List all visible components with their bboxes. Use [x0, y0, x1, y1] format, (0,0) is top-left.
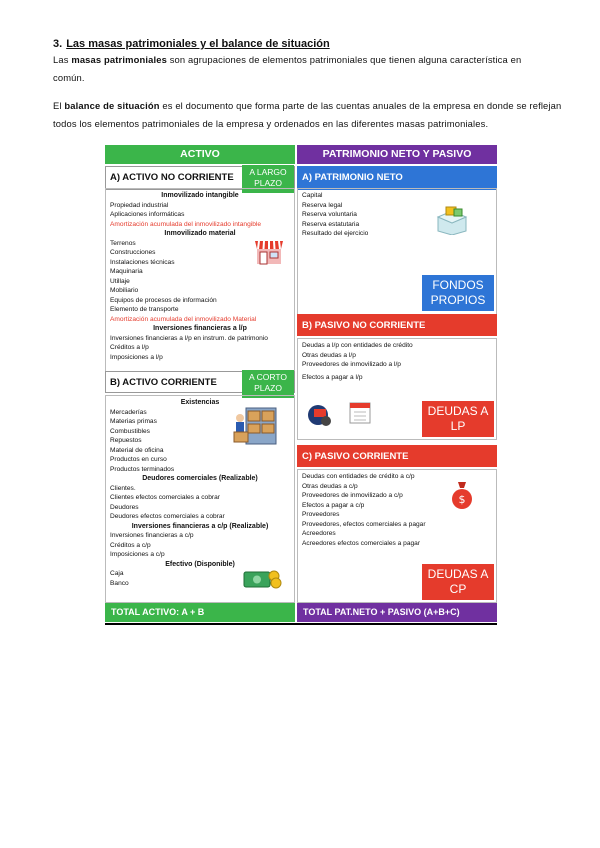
shop-icon	[254, 239, 284, 265]
list-item: Acreedores efectos comerciales a pagar	[302, 539, 421, 547]
ac-title-text: B) ACTIVO CORRIENTE	[110, 377, 217, 388]
para2-pre: El	[53, 100, 65, 111]
section-heading	[53, 38, 330, 50]
activo-no-corriente-box	[105, 188, 295, 372]
list-item: Mobiliario	[110, 287, 139, 294]
total-pasivo: TOTAL PAT.NETO + PASIVO (A+B+C)	[297, 603, 497, 622]
activo-header: ACTIVO	[105, 145, 295, 164]
list-item: Efectos a pagar a c/p	[302, 501, 365, 509]
list-item: Otras deudas a c/p	[302, 482, 358, 490]
list-item: Equipos de procesos de información	[110, 296, 217, 304]
list-item: Amortización acumulada del inmovilizado Material	[110, 315, 257, 323]
para1-strong: masas patrimoniales	[71, 54, 167, 65]
list-item: Construcciones	[110, 249, 156, 256]
list-item: Repuestos	[110, 437, 142, 444]
list-item: Mercaderías	[110, 408, 147, 416]
pasivo-header: PATRIMONIO NETO Y PASIVO	[297, 145, 497, 164]
para1-pre: Las	[53, 54, 72, 65]
group-title: Inmovilizado intangible	[161, 192, 239, 199]
group-title: Existencias	[180, 399, 220, 406]
list-item: Productos terminados	[110, 465, 175, 473]
deudas-lp-badge: DEUDAS A LP	[422, 401, 494, 437]
activo-no-corriente-title	[105, 166, 295, 190]
activo-corriente-box	[105, 395, 295, 603]
chart-bottom-border	[105, 623, 497, 625]
box-money-icon	[434, 205, 470, 235]
total-activo: TOTAL ACTIVO: A + B	[105, 603, 295, 622]
pasivo-no-corriente-box	[297, 338, 497, 440]
list-item: Propiedad industrial	[110, 201, 169, 209]
list-item: Material de oficina	[110, 446, 164, 454]
list-item: Reserva voluntaria	[302, 211, 357, 218]
list-item: Deudas con entidades de crédito a c/p	[302, 473, 415, 480]
list-item: Deudas a l/p con entidades de crédito	[302, 342, 413, 349]
list-item: Deudores efectos comerciales a cobrar	[110, 513, 225, 520]
activo-corriente-title	[105, 371, 295, 393]
patrimonio-neto-box	[297, 188, 497, 316]
pasivo-no-corriente-title: B) PASIVO NO CORRIENTE	[297, 314, 497, 336]
list-item: Caja	[110, 570, 124, 577]
list-item: Capital	[302, 192, 323, 199]
list-item: Efectos a pagar a l/p	[302, 373, 363, 381]
list-item: Otras deudas a l/p	[302, 351, 356, 359]
list-item: Resultado del ejercicio	[302, 230, 369, 237]
para2-rest: es el documento que forma parte de las cuentas anuales de la empresa en donde se reflejan todos los elementos patrimoniales de la empresa y ordenados en las diferentes masas patrimoniales.	[53, 100, 562, 129]
cash-coins-icon	[242, 568, 282, 590]
list-item: Banco	[110, 579, 129, 587]
list-item: Proveedores, efectos comerciales a pagar	[302, 520, 426, 528]
list-item: Combustibles	[110, 427, 150, 435]
deudas-cp-badge: DEUDAS A CP	[422, 564, 494, 600]
list-item: Deudores	[110, 503, 139, 511]
list-item: Proveedores	[302, 511, 340, 518]
group-title: Inversiones financieras a c/p (Realizable)	[131, 522, 269, 530]
section-title: Las masas patrimoniales y el balance de situación	[66, 38, 330, 50]
list-item: Imposiciones a l/p	[110, 353, 163, 361]
money-bag-icon	[448, 480, 476, 510]
list-item: Clientes efectos comerciales a cobrar	[110, 494, 220, 501]
list-item: Imposiciones a c/p	[110, 551, 165, 558]
list-item: Acreedores	[302, 530, 336, 537]
list-item: Aplicaciones informáticas	[110, 211, 185, 218]
section-number: 3.	[53, 38, 63, 50]
paragraph-balance	[53, 97, 563, 132]
list-item: Créditos a l/p	[110, 344, 149, 351]
pasivo-corriente-title: C) PASIVO CORRIENTE	[297, 445, 497, 467]
para2-strong: balance de situación	[64, 100, 160, 111]
fondos-propios-badge: FONDOS PROPIOS	[422, 275, 494, 311]
paragraph-masas	[53, 51, 553, 86]
list-item: Productos en curso	[110, 456, 167, 463]
group-title: Deudores comerciales (Realizable)	[142, 475, 258, 482]
svg-text:$: $	[458, 493, 466, 506]
pasivo-column	[297, 145, 497, 190]
list-item: Materias primas	[110, 418, 157, 425]
list-item: Reserva estatutaria	[302, 220, 360, 228]
list-item: Reserva legal	[302, 201, 343, 209]
balance-chart	[105, 145, 497, 625]
pasivo-corriente-box	[297, 469, 497, 603]
list-item: Inversiones financieras a c/p	[110, 532, 194, 539]
list-item: Instalaciones técnicas	[110, 258, 175, 266]
list-item: Proveedores de inmovilizado a l/p	[302, 361, 401, 368]
list-item: Maquinaria	[110, 268, 143, 275]
list-item: Clientes.	[110, 484, 136, 492]
list-item: Amortización acumulada del inmovilizado intangible	[110, 220, 262, 228]
group-title: Efectivo (Disponible)	[165, 560, 235, 568]
list-item: Elemento de transporte	[110, 306, 179, 313]
patrimonio-neto-title: A) PATRIMONIO NETO	[297, 166, 497, 190]
anc-title-text: A) ACTIVO NO CORRIENTE	[110, 172, 234, 183]
activo-column	[105, 145, 295, 190]
largo-plazo-tag: A LARGO PLAZO	[242, 165, 294, 193]
group-title: Inversiones financieras a l/p	[153, 325, 247, 332]
list-item: Inversiones financieras a l/p en instrum. de patrimonio	[110, 334, 268, 342]
list-item: Terrenos	[110, 239, 136, 247]
list-item: Utillaje	[110, 277, 130, 285]
list-item: Proveedores de inmovilizado a c/p	[302, 492, 403, 499]
group-title: Inmovilizado material	[164, 230, 236, 237]
worker-boxes-icon	[232, 404, 278, 446]
debt-calendar-icon	[306, 399, 372, 429]
list-item: Créditos a c/p	[110, 541, 151, 549]
corto-plazo-tag: A CORTO PLAZO	[242, 370, 294, 398]
para1-rest: son agrupaciones de elementos patrimoniales que tienen alguna característica en común.	[53, 54, 522, 83]
